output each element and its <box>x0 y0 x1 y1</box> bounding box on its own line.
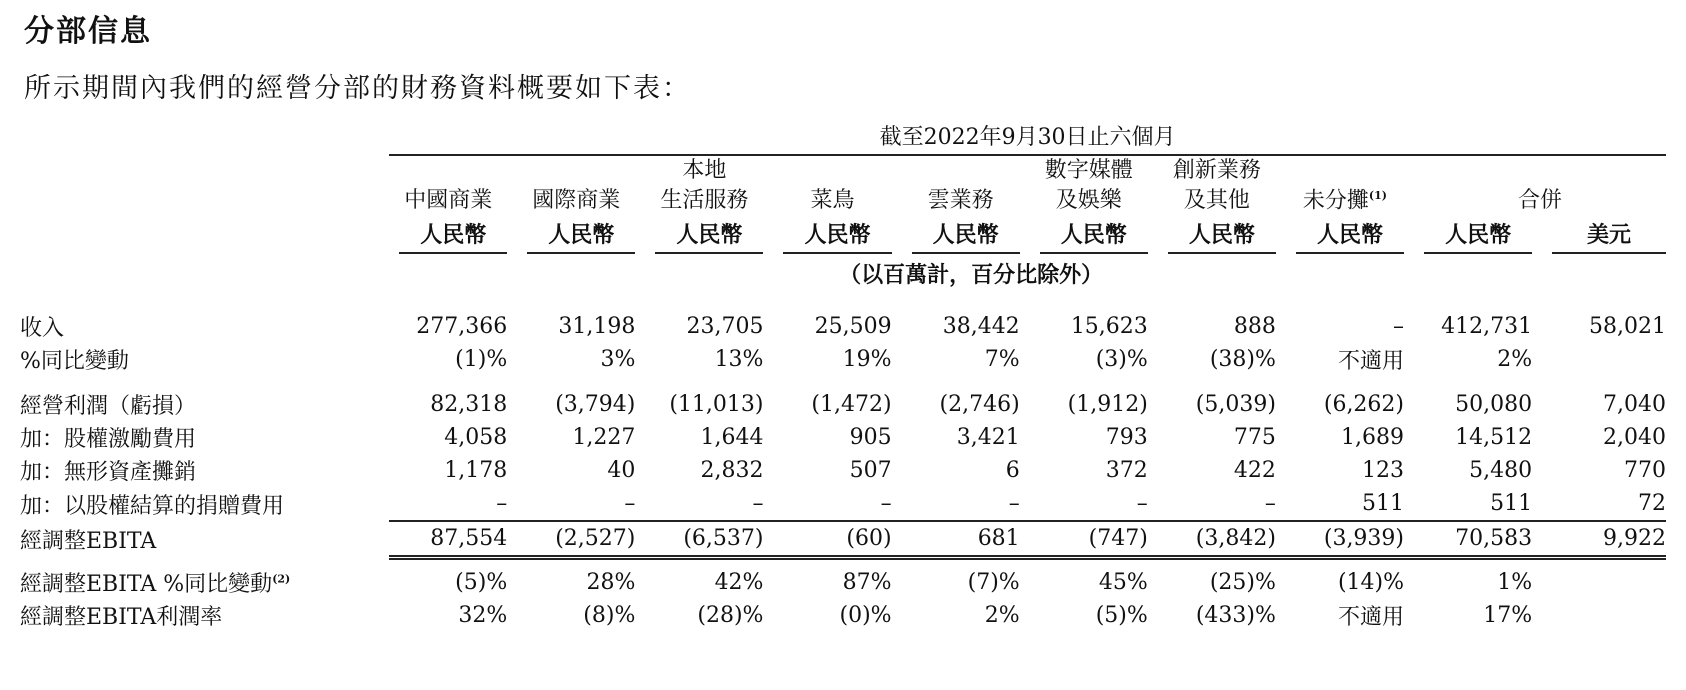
cell-value: 2% <box>1497 347 1533 372</box>
cell-value: – <box>752 491 764 516</box>
footnote-marker: (2) <box>272 572 291 586</box>
cell-value: 1,689 <box>1341 425 1405 450</box>
cell-value: 2% <box>984 603 1020 628</box>
cell-value: 58,021 <box>1589 314 1666 339</box>
cell-value: (3)% <box>1095 347 1148 372</box>
cell-value: (1)% <box>455 347 508 372</box>
cell-value: (7)% <box>967 570 1020 595</box>
currency-label: 人民幣 <box>1168 218 1276 254</box>
segment-financial-table <box>20 122 1666 632</box>
cell-value: 19% <box>842 347 892 372</box>
cell-value: 2,832 <box>700 458 764 483</box>
cell-value: 775 <box>1233 425 1276 450</box>
cell-value: (11,013) <box>669 392 764 417</box>
row-label: 經營利潤（虧損） <box>20 394 197 419</box>
cell-value <box>1542 343 1666 376</box>
cell-value: 不適用 <box>1338 605 1405 630</box>
currency-label: 人民幣 <box>1424 218 1532 254</box>
cell-value: 1,644 <box>700 425 764 450</box>
cell-value: (6,537) <box>645 521 773 558</box>
cell-value: 45% <box>1098 570 1148 595</box>
cell-value: (60) <box>773 521 901 558</box>
cell-value: 7,040 <box>1603 392 1666 417</box>
section-title: 分部信息 <box>24 14 152 49</box>
table-row <box>20 454 1666 487</box>
cell-value: – <box>1008 491 1020 516</box>
row-label: 加：無形資產攤銷 <box>20 460 197 485</box>
cell-value: 277,366 <box>416 314 508 339</box>
cell-value: (38)% <box>1209 347 1276 372</box>
cell-value: (2,746) <box>939 392 1020 417</box>
cell-value: 70,583 <box>1414 521 1542 558</box>
cell-value: 42% <box>714 570 764 595</box>
table-row <box>20 599 1666 632</box>
cell-value: 1,178 <box>444 458 508 483</box>
table-row <box>20 310 1666 343</box>
cell-value: 412,731 <box>1441 314 1533 339</box>
cell-value: 87% <box>842 570 892 595</box>
cell-value: 770 <box>1624 458 1666 483</box>
cell-value: 5,480 <box>1469 458 1533 483</box>
cell-value: 2,040 <box>1603 425 1666 450</box>
cell-value: 507 <box>849 458 892 483</box>
cell-value: (3,939) <box>1286 521 1414 558</box>
currency-label: 人民幣 <box>1296 218 1404 254</box>
currency-label: 人民幣 <box>912 218 1020 254</box>
intro-text: 所示期間內我們的經營分部的財務資料概要如下表： <box>24 73 691 104</box>
currency-label: 人民幣 <box>1040 218 1148 254</box>
table-row <box>20 343 1666 376</box>
cell-value: 23,705 <box>686 314 764 339</box>
table-row <box>20 388 1666 421</box>
row-label: 經調整EBITA <box>20 528 157 554</box>
cell-value: (5)% <box>1095 603 1148 628</box>
cell-value: (6,262) <box>1323 392 1405 417</box>
segment-header: 中國商業 <box>404 188 493 213</box>
cell-value: 13% <box>714 347 764 372</box>
cell-value: (433)% <box>1195 603 1276 628</box>
cell-value: 17% <box>1483 603 1533 628</box>
currency-label: 人民幣 <box>655 218 763 254</box>
cell-value: 87,554 <box>389 521 517 558</box>
currency-label: 人民幣 <box>399 218 507 254</box>
cell-value: 793 <box>1105 425 1148 450</box>
row-label: 加：股權激勵費用 <box>20 427 197 452</box>
cell-value: 72 <box>1638 491 1666 516</box>
cell-value: 1% <box>1497 570 1533 595</box>
cell-value: 50,080 <box>1455 392 1533 417</box>
cell-value: (5)% <box>455 570 508 595</box>
cell-value: 不適用 <box>1338 349 1405 374</box>
segment-header: 創新業務 及其他 <box>1172 158 1261 213</box>
currency-row <box>20 218 1666 254</box>
cell-value <box>1542 566 1666 599</box>
cell-value: 6 <box>1005 458 1020 483</box>
segment-header: 國際商業 <box>532 188 621 213</box>
segment-header: 未分攤$^{(1)}$ <box>1302 188 1387 213</box>
cell-value: (5,039) <box>1195 392 1276 417</box>
cell-value: – <box>1136 491 1148 516</box>
cell-value: – <box>496 491 508 516</box>
cell-value: (28)% <box>697 603 764 628</box>
currency-label: 人民幣 <box>527 218 635 254</box>
cell-value <box>1542 599 1666 632</box>
cell-value: 681 <box>902 521 1030 558</box>
cell-value: 25,509 <box>814 314 892 339</box>
cell-value: – <box>1393 314 1405 339</box>
period-header-row <box>20 122 1666 155</box>
cell-value: 15,623 <box>1070 314 1148 339</box>
cell-value: (3,794) <box>555 392 636 417</box>
cell-value: – <box>880 491 892 516</box>
row-label: 經調整EBITA %同比變動$^{(2)}$ <box>20 572 291 597</box>
currency-label: 美元 <box>1552 218 1666 254</box>
cell-value: (1,472) <box>811 392 892 417</box>
segment-name-row <box>20 155 1666 218</box>
cell-value: 3,421 <box>956 425 1020 450</box>
cell-value: 32% <box>458 603 508 628</box>
cell-value: 40 <box>607 458 636 483</box>
cell-value: 38,442 <box>942 314 1020 339</box>
row-label: 加：以股權結算的捐贈費用 <box>20 493 285 519</box>
row-label: 收入 <box>20 316 65 341</box>
cell-value: 7% <box>984 347 1020 372</box>
segment-header: 菜鳥 <box>810 188 855 213</box>
table-row <box>20 421 1666 454</box>
cell-value: 3% <box>600 347 636 372</box>
row-label: %同比變動 <box>20 349 129 374</box>
cell-value: (14)% <box>1337 570 1405 595</box>
cell-value: 511 <box>1490 491 1533 516</box>
cell-value: – <box>624 491 636 516</box>
segment-header: 數字媒體 及娛樂 <box>1044 158 1133 213</box>
consolidated-header: 合併 <box>1518 188 1563 213</box>
table-row <box>20 566 1666 599</box>
cell-value: (0)% <box>839 603 892 628</box>
period-header: 截至2022年9月30日止六個月 <box>389 122 1666 155</box>
segment-header: 雲業務 <box>927 188 994 213</box>
cell-value: 905 <box>849 425 892 450</box>
footnote-marker: (1) <box>1368 188 1387 202</box>
cell-value: 28% <box>586 570 636 595</box>
cell-value: (1,912) <box>1067 392 1148 417</box>
segment-header: 本地 生活服務 <box>660 158 749 213</box>
cell-value: 82,318 <box>430 392 508 417</box>
cell-value: 1,227 <box>572 425 636 450</box>
cell-value: 372 <box>1105 458 1148 483</box>
unit-note: （以百萬計，百分比除外） <box>839 262 1104 288</box>
currency-label: 人民幣 <box>783 218 891 254</box>
cell-value: 31,198 <box>558 314 636 339</box>
table-row <box>20 487 1666 521</box>
table-row <box>20 521 1666 558</box>
cell-value: 4,058 <box>444 425 508 450</box>
cell-value: (2,527) <box>517 521 645 558</box>
cell-value: 9,922 <box>1542 521 1666 558</box>
cell-value: (3,842) <box>1158 521 1286 558</box>
cell-value: (747) <box>1030 521 1158 558</box>
cell-value: 422 <box>1233 458 1276 483</box>
cell-value: – <box>1264 491 1276 516</box>
row-label: 經調整EBITA利潤率 <box>20 605 223 630</box>
cell-value: 14,512 <box>1455 425 1533 450</box>
cell-value: 123 <box>1362 458 1405 483</box>
unit-note-row <box>20 254 1666 292</box>
cell-value: (25)% <box>1209 570 1276 595</box>
cell-value: 511 <box>1362 491 1405 516</box>
cell-value: 888 <box>1233 314 1276 339</box>
cell-value: (8)% <box>583 603 636 628</box>
